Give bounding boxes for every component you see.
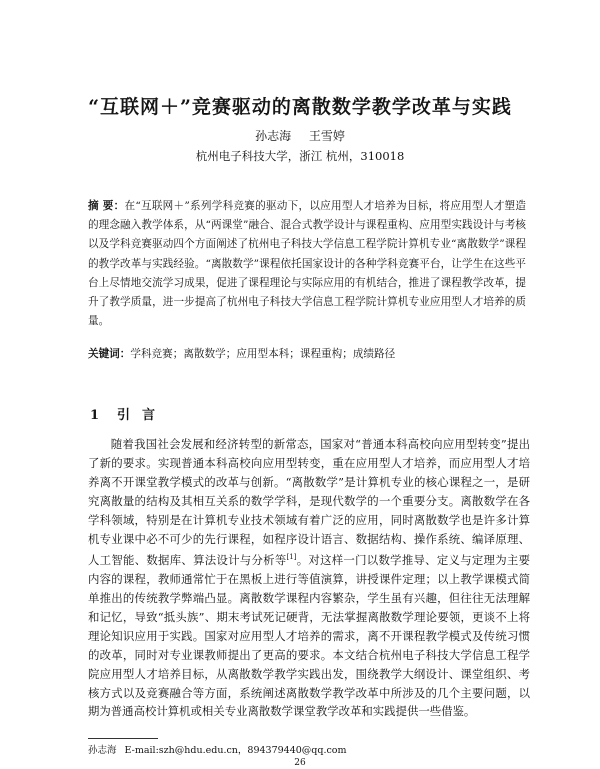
footnote-email[interactable]: E-mail:szh@hdu.edu.cn，894379440@qq.com [124, 745, 347, 756]
section-title: 引言 [117, 408, 168, 423]
author-affiliation: 杭州电子科技大学，浙江 杭州，310018 [195, 149, 405, 163]
abstract-label: 摘 要： [88, 200, 125, 212]
keywords-text: 学科竞赛；离散数学；应用型本科；课程重构；成绩路径 [130, 348, 396, 360]
paper-title: “互联网＋”竞赛驱动的离散数学教学改革与实践 [88, 96, 512, 118]
abstract-text: 在“互联网＋”系列学科竞赛的驱动下，以应用型人才培养为目标，将应用型人才塑造的理念融入教学体系，从“两课堂”融合、混合式教学设计与课程重构、应用型实践设计与考核以及学科竞赛驱动四个方面阐述了杭州电子科技大学信息工程学院计算机专业“离散数学”课程的教学改革与实践经验。“离散数学”课程依托国家设计的各种学科竞赛平台，让学生在这些平台上尽情地交流学习成果，促进了课程理论与实际应用的有机结合，推进了课程教学改革，提升了教学质量，进一步提高了杭州电子科技大学信息工程学院计算机专业应用型人才培养的质量。 [88, 200, 526, 328]
page-number: 26 [294, 758, 306, 768]
body-text-part2: 。对这样一门以数学推导、定义与定理为主要内容的课程，教师通常忙于在黑板上进行等值演算，讲授课件定理；以上教学课模式简单推出的传统教学弊端凸显。离散数学课程内容繁杂，学生虽有兴趣，但往往无法理解和记忆，导致“抵头族”、期末考试死记硬背，无法掌握离散数学理论要领，更谈不上将理论知识应用于实践。国家对应用型人才培养的需求，离不开课程教学模式及传统习惯的改革，同时对专业课教师提出了更高的要求。本文结合杭州电子科技大学信息工程学院应用型人才培养目标，从离散数学教学实践出发，围绕教学大纲设计、课堂组织、考核方式以及竞赛融合等方面，系统阐述离散数学教学改革中所涉及的几个主要问题，以期为普通高校计算机或相关专业离散数学课堂教学改革和实践提供一些借鉴。 [88, 553, 530, 719]
abstract [88, 197, 526, 331]
author-names: 孙志海 王雪婷 [255, 129, 345, 143]
body-text-part1: 随着我国社会发展和经济转型的新常态，国家对“普通本科高校向应用型转变”提出了新的要求。实现普通本科高校向应用型转变，重在应用型人才培养，而应用型人才培养离不开课堂教学模式的改革与创新。“离散数学”是计算机专业的核心课程之一，是研究离散量的结构及其相互关系的数学学科，是现代数学的一个重要分支。离散数学在各学科领域，特别是在计算机专业技术领域有着广泛的应用，同时离散数学也是许多计算机专业课中必不可少的先行课程，如程序设计语言、数据结构、操作系统、编译原理、人工智能、数据库、算法设计与分析等 [88, 437, 530, 568]
footnote [88, 742, 347, 756]
footnote-divider [88, 738, 158, 739]
keywords-label: 关键词： [88, 348, 131, 360]
body-paragraph [88, 435, 530, 721]
section-heading [90, 404, 167, 423]
section-number: 1 [90, 408, 100, 423]
keywords [88, 346, 526, 361]
footnote-author: 孙志海 [88, 745, 117, 756]
citation-marker: [1] [286, 553, 297, 562]
